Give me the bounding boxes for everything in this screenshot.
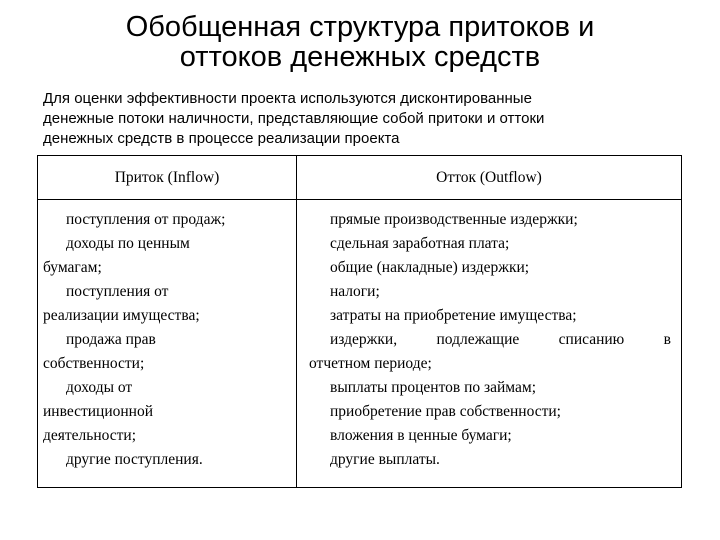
inflow-line: продажа прав [66, 331, 156, 348]
outflow-line: сдельная заработная плата; [330, 235, 510, 252]
inflow-line: деятельности; [43, 427, 137, 444]
intro-line-2: денежные потоки наличности, представляющие собой притоки и оттоки [43, 110, 545, 127]
table-body-row [38, 200, 682, 488]
outflow-line: отчетном периоде; [309, 355, 432, 372]
justified-word: в [663, 331, 671, 348]
title-line-1: Обобщенная структура притоков и [125, 11, 595, 43]
title-line-2: оттоков денежных средств [179, 41, 541, 73]
outflow-header: Отток (Outflow) [297, 156, 682, 200]
inflow-header: Приток (Inflow) [38, 156, 297, 200]
outflow-line: другие выплаты. [330, 451, 440, 468]
outflow-cell [297, 200, 682, 488]
inflow-line: реализации имущества; [43, 307, 200, 324]
inflow-line: бумагам; [43, 259, 102, 276]
inflow-line: доходы от [66, 379, 133, 396]
outflow-line: выплаты процентов по займам; [330, 379, 536, 396]
outflow-line: затраты на приобретение имущества; [330, 307, 577, 324]
intro-paragraph [43, 89, 683, 149]
outflow-line: налоги; [330, 283, 380, 300]
justified-word: списанию [558, 331, 625, 348]
table-header-row [38, 156, 682, 200]
outflow-line: прямые производственные издержки; [330, 211, 578, 228]
outflow-line: вложения в ценные бумаги; [330, 427, 512, 444]
inflow-line: доходы по ценным [66, 235, 190, 252]
cash-flow-table [37, 155, 682, 488]
justified-word: подлежащие [436, 331, 520, 348]
inflow-line: поступления от [66, 283, 169, 300]
justified-word: издержки, [330, 331, 398, 348]
inflow-line: другие поступления. [66, 451, 203, 468]
intro-line-1: Для оценки эффективности проекта используются дисконтированные [43, 90, 532, 107]
inflow-line: собственности; [43, 355, 145, 372]
intro-line-3: денежных средств в процессе реализации проекта [43, 130, 400, 147]
outflow-line: общие (накладные) издержки; [330, 259, 530, 276]
inflow-line: поступления от продаж; [66, 211, 226, 228]
outflow-line: приобретение прав собственности; [330, 403, 561, 420]
slide-title [0, 12, 720, 72]
inflow-cell [38, 200, 297, 488]
inflow-line: инвестиционной [43, 403, 154, 420]
outflow-line-justified [297, 328, 681, 352]
